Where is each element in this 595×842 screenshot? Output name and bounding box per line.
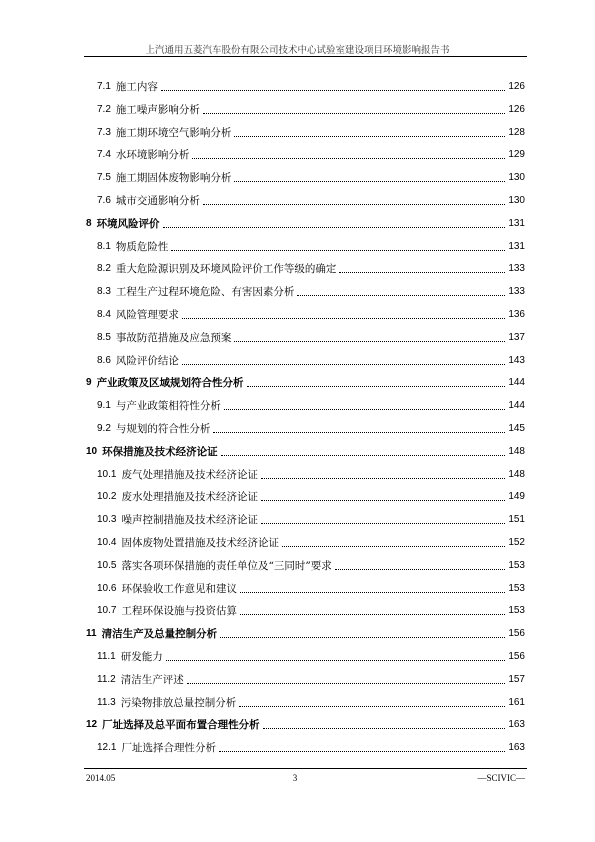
toc-dot-leader (187, 683, 506, 684)
toc-section-entry[interactable] (97, 99, 525, 117)
toc-entry-number: 11.3 (97, 696, 116, 708)
toc-dot-leader (234, 136, 505, 137)
toc-entry-title: 与规划的符合性分析 (115, 423, 211, 435)
toc-entry-title: 产业政策及区域规划符合性分析 (96, 377, 244, 390)
toc-entry-number: 7.3 (97, 126, 111, 138)
toc-entry-number: 7.5 (97, 172, 111, 184)
toc-entry-title: 废水处理措施及技术经济论证 (121, 491, 258, 504)
toc-entry-number: 8 (86, 217, 92, 229)
toc-section-entry[interactable] (97, 532, 525, 550)
toc-entry-title: 事故防范措施及应急预案 (115, 331, 232, 344)
toc-entry-title: 环保验收工作意见和建议 (121, 582, 237, 595)
toc-entry-title: 环保措施及技术经济论证 (102, 445, 218, 458)
toc-entry-page-number: 163 (508, 742, 525, 754)
toc-entry-page-number: 152 (508, 537, 525, 548)
toc-entry-title: 废气处理措施及技术经济论证 (121, 468, 258, 481)
toc-entry-title: 工程环保设施与投资估算 (121, 605, 237, 618)
toc-section-entry[interactable] (97, 304, 525, 322)
toc-entry-number: 7.2 (97, 103, 111, 115)
toc-entry-page-number: 143 (508, 354, 525, 366)
toc-section-entry[interactable] (97, 646, 525, 664)
toc-entry-page-number: 156 (508, 651, 525, 662)
toc-entry-number: 8.4 (97, 309, 111, 320)
toc-dot-leader (221, 455, 506, 456)
toc-dot-leader (161, 90, 505, 91)
toc-entry-page-number: 163 (508, 719, 525, 731)
toc-entry-title: 风险管理要求 (115, 309, 179, 321)
toc-entry-page-number: 128 (508, 126, 525, 138)
toc-dot-leader (282, 546, 505, 547)
toc-entry-title: 物质危险性 (115, 240, 169, 253)
toc-entry-page-number: 161 (508, 696, 525, 708)
toc-entry-page-number: 130 (508, 195, 525, 206)
toc-entry-number: 9.2 (97, 423, 111, 434)
toc-dot-leader (182, 364, 505, 365)
toc-entry-title: 清洁生产及总量控制分析 (101, 628, 218, 641)
toc-dot-leader (261, 523, 505, 524)
toc-entry-title: 水环境影响分析 (115, 149, 190, 162)
toc-chapter-entry[interactable] (86, 441, 525, 459)
toc-dot-leader (203, 113, 505, 114)
toc-entry-number: 12.1 (97, 742, 117, 754)
toc-dot-leader (171, 250, 505, 251)
toc-entry-number: 9 (86, 377, 92, 389)
toc-section-entry[interactable] (97, 236, 525, 254)
toc-entry-page-number: 151 (508, 514, 525, 526)
toc-entry-page-number: 131 (508, 240, 525, 252)
toc-section-entry[interactable] (97, 350, 525, 368)
toc-entry-number: 10.4 (97, 537, 117, 548)
toc-section-entry[interactable] (97, 258, 525, 276)
toc-entry-number: 7.4 (97, 149, 111, 161)
toc-entry-title: 固体废物处置措施及技术经济论证 (121, 537, 279, 549)
toc-section-entry[interactable] (97, 464, 525, 482)
toc-dot-leader (247, 386, 506, 387)
toc-dot-leader (240, 592, 505, 593)
toc-entry-number: 8.5 (97, 331, 111, 343)
toc-entry-number: 8.2 (97, 263, 111, 275)
toc-dot-leader (213, 432, 505, 433)
toc-entry-number: 7.6 (97, 195, 111, 206)
footer-page-number: 3 (292, 773, 298, 783)
toc-dot-leader (261, 500, 505, 501)
toc-entry-page-number: 126 (508, 103, 525, 115)
toc-section-entry[interactable] (97, 122, 525, 140)
toc-dot-leader (220, 637, 505, 638)
toc-section-entry[interactable] (97, 418, 525, 436)
toc-entry-number: 10 (86, 445, 98, 457)
toc-section-entry[interactable] (97, 486, 525, 504)
toc-entry-page-number: 144 (508, 377, 525, 389)
toc-dot-leader (163, 227, 506, 228)
toc-entry-page-number: 148 (508, 468, 525, 480)
toc-dot-leader (335, 569, 506, 570)
toc-entry-title: 工程生产过程环境危险、有害因素分析 (115, 286, 295, 299)
document-header-title: 上汽通用五菱汽车股份有限公司技术中心试验室建设项目环境影响报告书 (145, 45, 450, 56)
toc-entry-title: 施工噪声影响分析 (115, 103, 200, 116)
toc-section-entry[interactable] (97, 327, 525, 345)
toc-dot-leader (182, 318, 505, 319)
toc-entry-page-number: 133 (508, 263, 525, 275)
toc-dot-leader (239, 706, 505, 707)
footer-date: 2014.05 (86, 773, 116, 783)
footer-divider (84, 768, 527, 769)
toc-section-entry[interactable] (97, 167, 525, 185)
toc-entry-page-number: 126 (508, 81, 525, 92)
toc-entry-title: 环境风险评价 (96, 217, 160, 230)
toc-section-entry[interactable] (97, 395, 525, 413)
toc-entry-number: 11.1 (97, 651, 116, 662)
toc-chapter-entry[interactable] (86, 714, 525, 732)
toc-entry-number: 9.1 (97, 400, 111, 412)
toc-entry-number: 11.2 (97, 673, 116, 685)
toc-entry-title: 重大危险源识别及环境风险评价工作等级的确定 (115, 263, 337, 276)
toc-entry-title: 与产业政策相符性分析 (115, 400, 221, 413)
toc-dot-leader (261, 478, 505, 479)
toc-chapter-entry[interactable] (86, 372, 525, 390)
toc-entry-title: 城市交通影响分析 (115, 195, 200, 207)
toc-entry-title: 污染物排放总量控制分析 (120, 696, 237, 709)
toc-entry-page-number: 131 (508, 217, 525, 229)
toc-dot-leader (339, 272, 505, 273)
toc-dot-leader (240, 614, 505, 615)
toc-chapter-entry[interactable] (86, 623, 525, 641)
toc-entry-page-number: 149 (508, 491, 525, 503)
toc-section-entry[interactable] (97, 555, 525, 573)
toc-entry-page-number: 157 (508, 673, 525, 685)
toc-entry-title: 研发能力 (120, 651, 163, 663)
toc-dot-leader (219, 751, 505, 752)
toc-dot-leader (234, 181, 505, 182)
toc-dot-leader (297, 295, 505, 296)
toc-entry-title: 施工期环境空气影响分析 (115, 126, 232, 139)
toc-entry-title: 施工期固体废物影响分析 (115, 172, 232, 185)
toc-entry-number: 7.1 (97, 81, 111, 92)
toc-entry-page-number: 129 (508, 149, 525, 161)
toc-entry-title: 噪声控制措施及技术经济论证 (121, 514, 258, 527)
toc-section-entry[interactable] (97, 190, 525, 208)
toc-entry-number: 10.7 (97, 605, 117, 617)
toc-section-entry[interactable] (97, 669, 525, 687)
toc-entry-number: 12 (86, 719, 98, 731)
toc-entry-page-number: 133 (508, 286, 525, 298)
toc-entry-page-number: 136 (508, 309, 525, 320)
toc-entry-title: 落实各项环保措施的责任单位及“三同时”要求 (121, 559, 332, 572)
toc-entry-page-number: 148 (508, 445, 525, 457)
toc-entry-page-number: 153 (508, 559, 525, 571)
toc-section-entry[interactable] (97, 737, 525, 755)
toc-entry-page-number: 130 (508, 172, 525, 184)
toc-dot-leader (263, 728, 506, 729)
toc-entry-number: 10.2 (97, 491, 117, 503)
toc-dot-leader (166, 660, 506, 661)
toc-entry-number: 11 (86, 628, 97, 640)
toc-section-entry[interactable] (97, 692, 525, 710)
toc-chapter-entry[interactable] (86, 213, 525, 231)
toc-dot-leader (234, 341, 505, 342)
toc-entry-page-number: 137 (508, 331, 525, 343)
toc-entry-page-number: 153 (508, 582, 525, 594)
toc-entry-number: 8.3 (97, 286, 111, 298)
toc-entry-number: 10.1 (97, 468, 117, 480)
toc-entry-number: 8.1 (97, 240, 111, 252)
toc-entry-number: 10.5 (97, 559, 117, 571)
footer-brand: —SCIVIC— (477, 773, 525, 783)
toc-dot-leader (203, 204, 505, 205)
toc-entry-number: 8.6 (97, 354, 111, 366)
toc-entry-title: 厂址选择及总平面布置合理性分析 (102, 719, 260, 732)
toc-entry-title: 清洁生产评述 (120, 673, 184, 686)
toc-section-entry[interactable] (97, 281, 525, 299)
toc-dot-leader (192, 158, 505, 159)
toc-entry-number: 10.3 (97, 514, 117, 526)
toc-section-entry[interactable] (97, 144, 525, 162)
toc-section-entry[interactable] (97, 76, 525, 94)
toc-entry-title: 施工内容 (115, 81, 158, 93)
toc-entry-page-number: 156 (508, 628, 525, 640)
toc-entry-number: 10.6 (97, 582, 117, 594)
toc-entry-page-number: 145 (508, 423, 525, 434)
toc-entry-title: 厂址选择合理性分析 (121, 742, 216, 755)
toc-entry-title: 风险评价结论 (115, 354, 179, 367)
toc-entry-page-number: 144 (508, 400, 525, 412)
toc-section-entry[interactable] (97, 600, 525, 618)
toc-entry-page-number: 153 (508, 605, 525, 617)
toc-section-entry[interactable] (97, 578, 525, 596)
toc-section-entry[interactable] (97, 509, 525, 527)
toc-dot-leader (224, 409, 505, 410)
